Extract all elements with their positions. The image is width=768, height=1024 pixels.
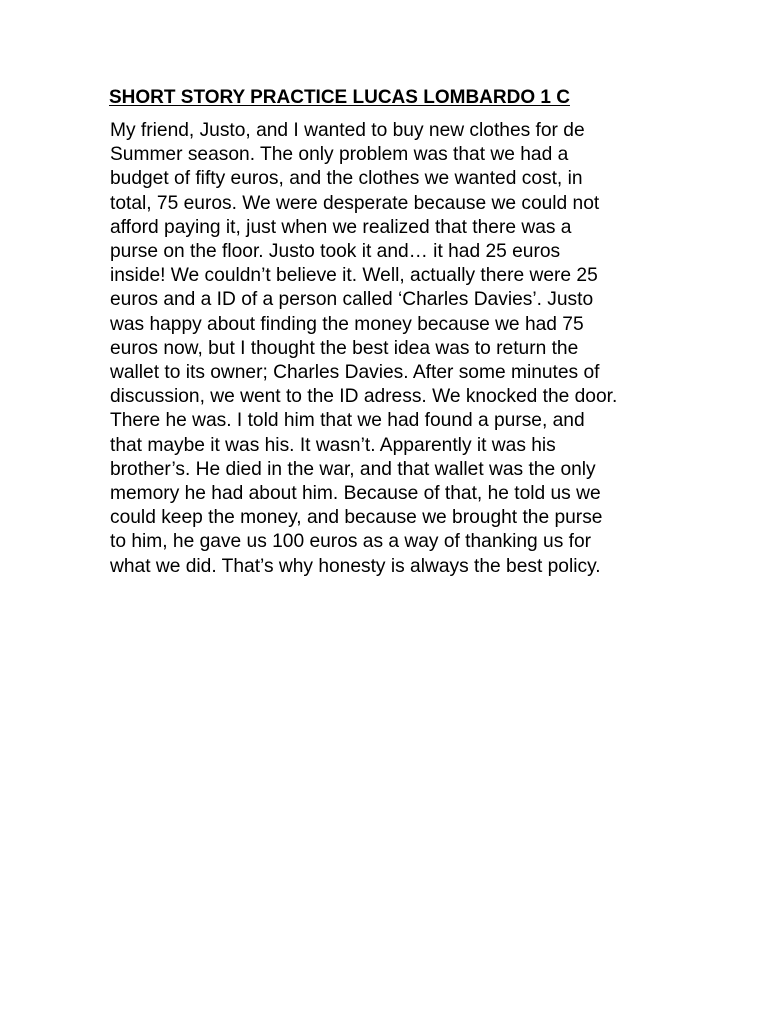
paragraph-line: to him, he gave us 100 euros as a way of thanking us for (110, 531, 592, 553)
paragraph-line: purse on the floor. Justo took it and… it had 25 euros (110, 241, 561, 263)
paragraph-line: brother’s. He died in the war, and that wallet was the only (110, 458, 596, 480)
paragraph-line: total, 75 euros. We were desperate because we could not (110, 192, 600, 214)
paragraph-line: memory he had about him. Because of that, he told us we (110, 483, 601, 505)
story-paragraph (110, 119, 710, 579)
paragraph-line: euros now, but I thought the best idea was to return the (110, 337, 579, 359)
paragraph-line: There he was. I told him that we had found a purse, and (110, 410, 585, 432)
paragraph-line: wallet to its owner; Charles Davies. After some minutes of (110, 362, 600, 384)
paragraph-line: what we did. That’s why honesty is always the best policy. (110, 555, 601, 577)
paragraph-line: Summer season. The only problem was that we had a (110, 144, 569, 166)
paragraph-line: that maybe it was his. It wasn’t. Apparently it was his (110, 434, 556, 456)
paragraph-line: was happy about finding the money because we had 75 (110, 313, 584, 335)
paragraph-line: My friend, Justo, and I wanted to buy new clothes for de (110, 120, 585, 141)
paragraph-line: could keep the money, and because we brought the purse (110, 507, 603, 529)
paragraph-line: afford paying it, just when we realized that there was a (110, 216, 572, 238)
paragraph-line: budget of fifty euros, and the clothes we wanted cost, in (110, 168, 583, 190)
paragraph-line: discussion, we went to the ID adress. We knocked the door. (110, 386, 618, 408)
paragraph-line: inside! We couldn’t believe it. Well, actually there were 25 (110, 265, 598, 287)
document-title: SHORT STORY PRACTICE LUCAS LOMBARDO 1 C (109, 87, 570, 108)
paragraph-line: euros and a ID of a person called ‘Charles Davies’. Justo (110, 289, 594, 311)
